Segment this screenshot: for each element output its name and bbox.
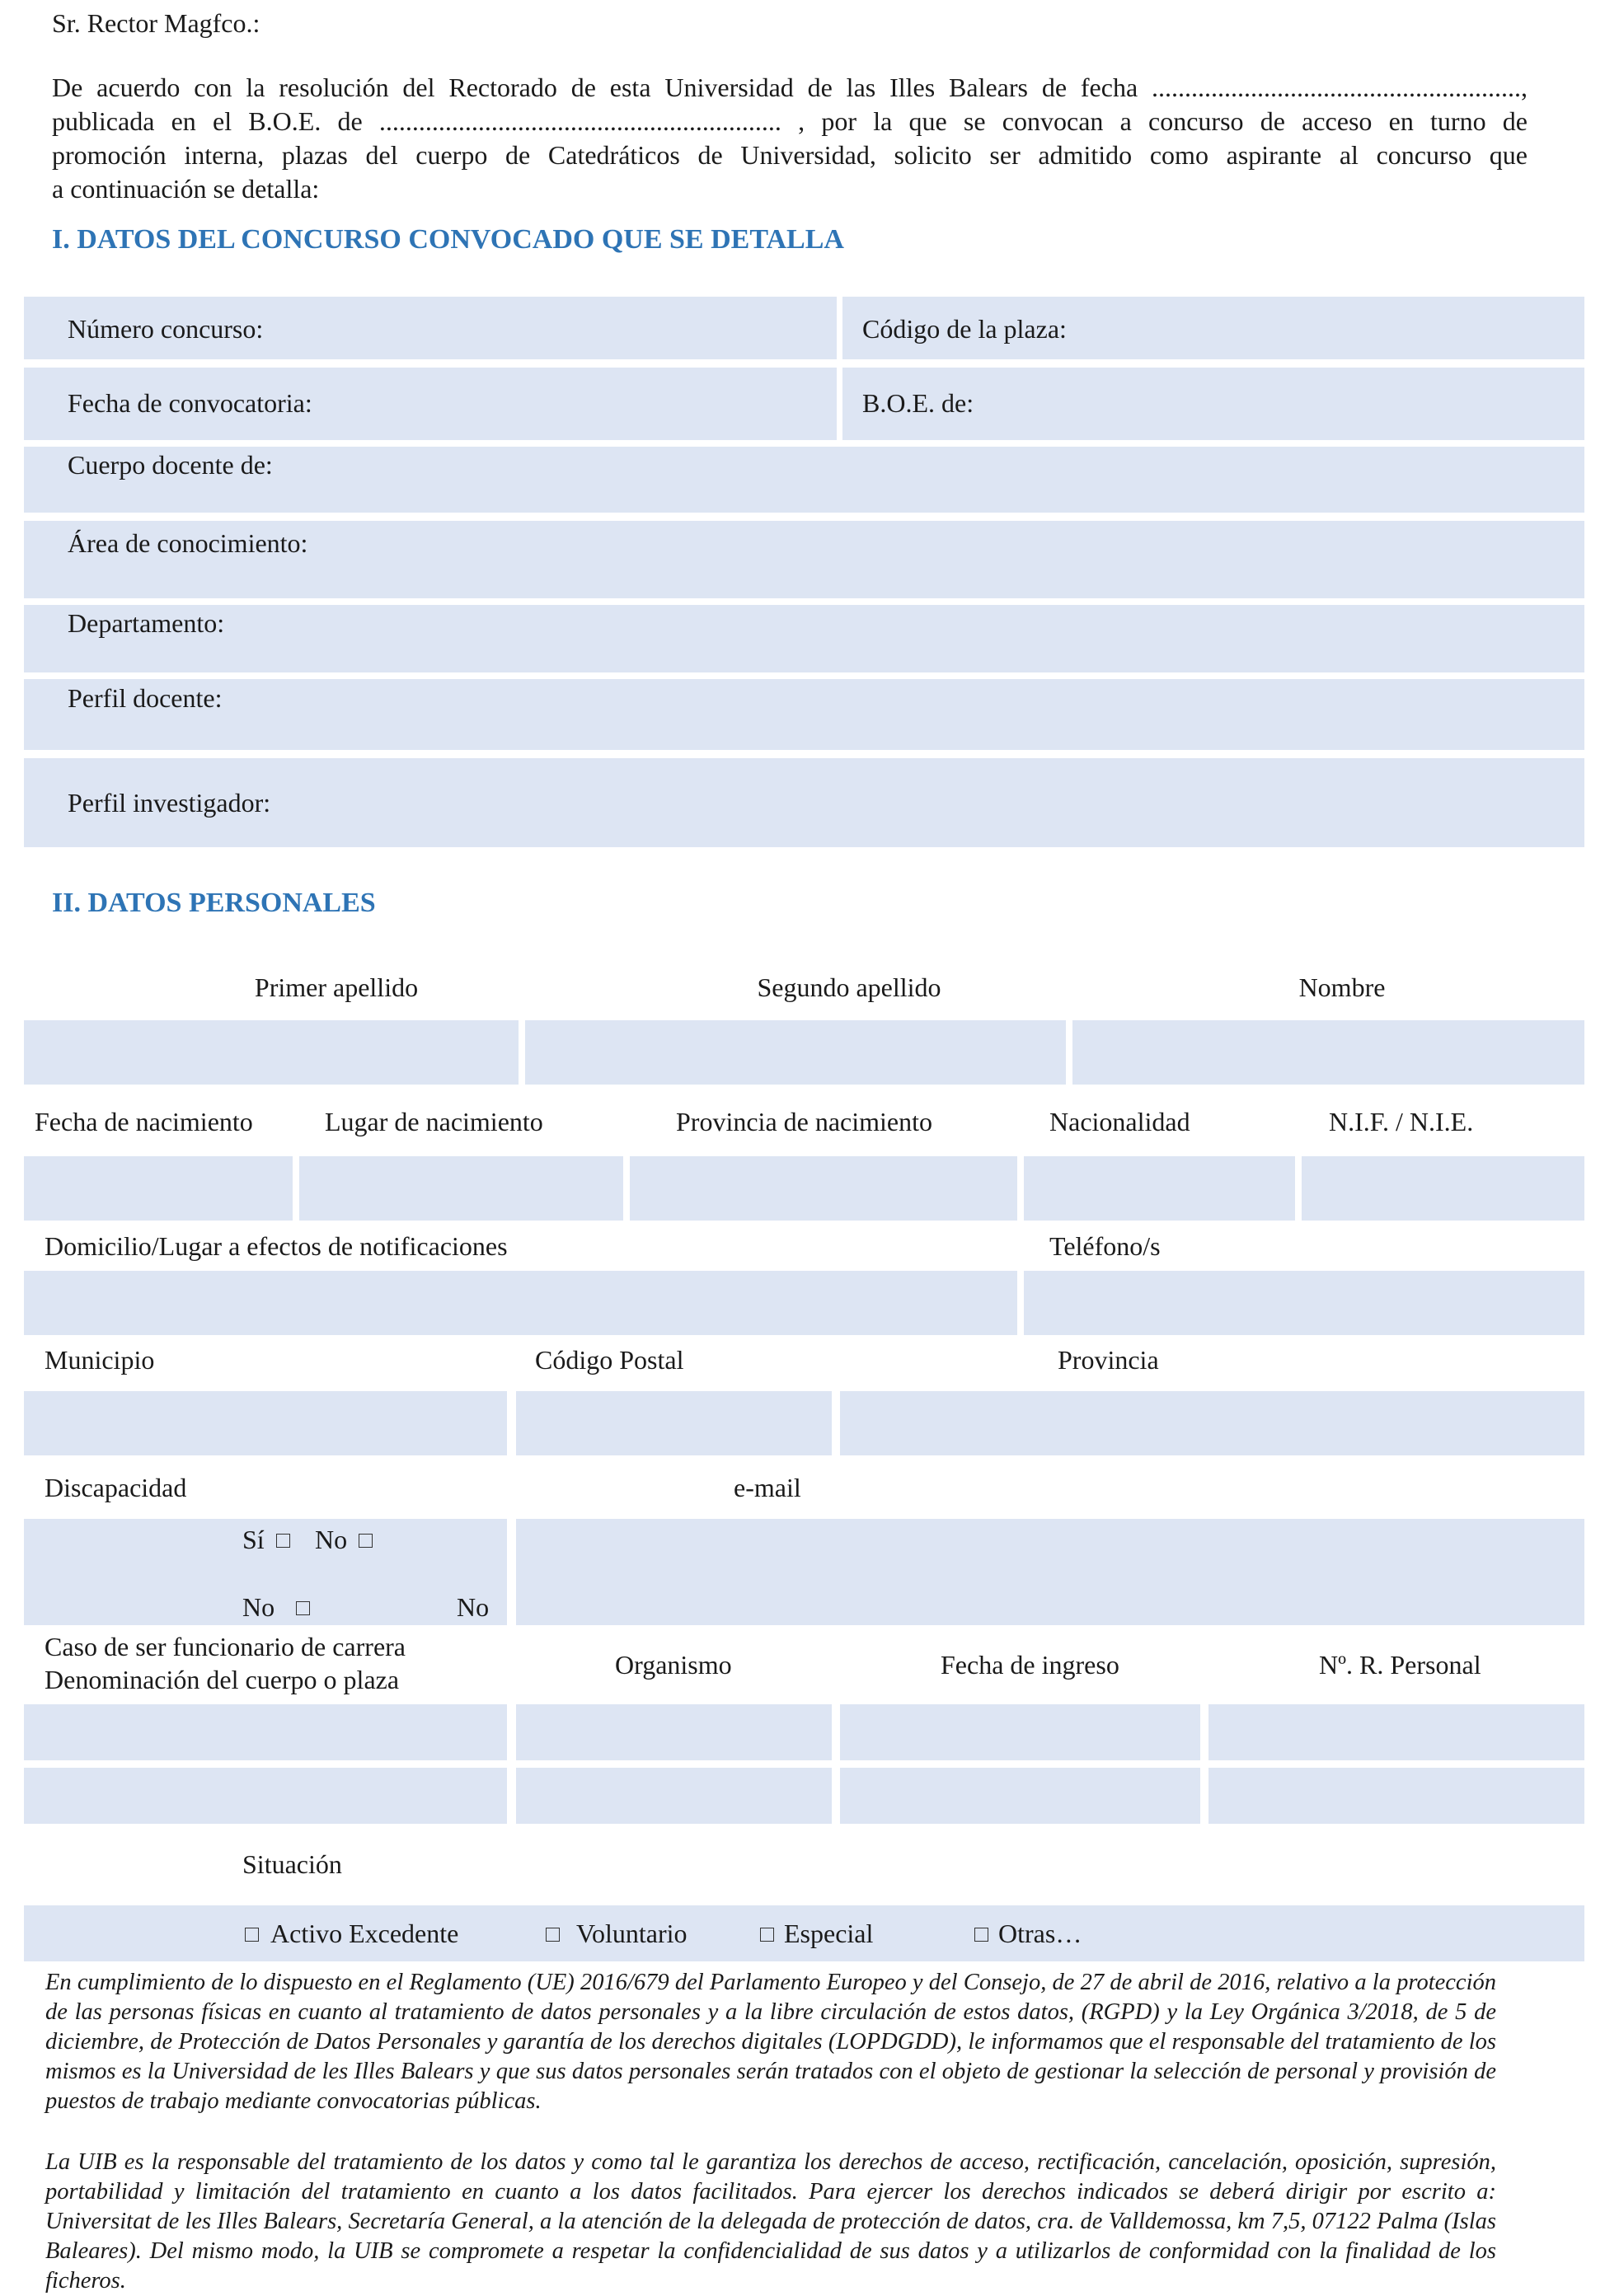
provincia-label: Provincia — [1058, 1345, 1159, 1375]
option-voluntario[interactable] — [546, 1917, 688, 1950]
provincia-nacimiento-field[interactable] — [630, 1156, 1017, 1221]
option-otras[interactable] — [974, 1917, 1082, 1950]
fecha-nacimiento-field[interactable] — [24, 1156, 293, 1221]
section-2-heading: II. DATOS PERSONALES — [52, 888, 376, 918]
nif-nie-field[interactable] — [1302, 1156, 1584, 1221]
otras-label: Otras… — [998, 1919, 1082, 1948]
email-label: e-mail — [734, 1473, 801, 1502]
cuerpo-docente-label: Cuerpo docente de: — [68, 450, 273, 480]
primer-apellido-field[interactable] — [24, 1020, 519, 1085]
fecha-ingreso-field-1[interactable] — [840, 1704, 1200, 1760]
no-left-label: No — [242, 1592, 275, 1622]
funcionario-label-1: Caso de ser funcionario de carrera — [45, 1632, 406, 1661]
discapacidad-no-3: No — [457, 1592, 490, 1622]
cuerpo-plaza-field-2[interactable] — [24, 1768, 507, 1824]
perfil-docente-label: Perfil docente: — [68, 683, 223, 713]
telefono-label: Teléfono/s — [1049, 1231, 1161, 1261]
municipio-label: Municipio — [45, 1345, 155, 1375]
nombre-field[interactable] — [1072, 1020, 1584, 1085]
activo-label: Activo Excedente — [270, 1919, 459, 1948]
salutation: Sr. Rector Magfco.: — [52, 8, 260, 38]
numero-concurso-label: Número concurso: — [68, 314, 264, 344]
codigo-plaza-label: Código de la plaza: — [862, 314, 1067, 344]
intro-line-2: publicada en el B.O.E. de ............................................................. , por la que se convocan a concurso de acceso en turno de — [52, 106, 1528, 136]
nif-nie-label: N.I.F. / N.I.E. — [1329, 1107, 1474, 1136]
legal-notice-1: En cumplimiento de lo dispuesto en el Reglamento (UE) 2016/679 del Parlamento Europeo y del Consejo, de 27 de abril de 2016, relativo a la protección de las personas físicas en cuanto al tratamiento de datos personales y a la libre circulación de estos datos, (RGPD) y la Ley Orgánica 3/2018, de 5 de diciembre, de Protección de Datos Personales y garantía de los derechos digitales (LOPDGDD), le informamos que el responsable del tratamiento de los mismos es la Universidad de les Illes Balears y que sus datos personales serán tratados con el objeto de gestionar la selección de personal y provisión de puestos de trabajo mediante convocatorias públicas. — [45, 1970, 1496, 2114]
departamento-label: Departamento: — [68, 608, 225, 638]
no-left-checkbox[interactable] — [296, 1601, 310, 1615]
nrp-field-1[interactable] — [1208, 1704, 1584, 1760]
nrp-label: Nº. R. Personal — [1319, 1650, 1481, 1680]
lugar-nacimiento-label: Lugar de nacimiento — [325, 1107, 543, 1136]
intro-line-3: promoción interna, plazas del cuerpo de Catedráticos de Universidad, solicito ser admitido como aspirante al concurso que — [52, 140, 1528, 170]
activo-checkbox[interactable] — [245, 1928, 259, 1942]
codigo-postal-label: Código Postal — [535, 1345, 684, 1375]
fecha-nacimiento-label: Fecha de nacimiento — [35, 1107, 253, 1136]
municipio-field[interactable] — [24, 1391, 507, 1455]
voluntario-label: Voluntario — [576, 1919, 688, 1948]
segundo-apellido-label: Segundo apellido — [757, 972, 941, 1002]
legal-notice-2: La UIB es la responsable del tratamiento de los datos y como tal le garantiza los derechos de acceso, rectificación, cancelación, oposición, supresión, portabilidad y limitación del tratamiento en cuanto a los datos facilitados. Para ejercer los derechos indicados se deberá dirigir por escrito a: Universitat de les Illes Balears, Secretaría General, a la atención de la delegada de protección de datos, cra. de Valldemossa, km 7,5, 07122 Palma (Islas Baleares). Del mismo modo, la UIB se compromete a respetar la confidencialidad de sus datos y a utilizarlos de conformidad con la finalidad de los ficheros. — [45, 2149, 1496, 2294]
codigo-postal-field[interactable] — [516, 1391, 832, 1455]
fecha-convocatoria-label: Fecha de convocatoria: — [68, 388, 312, 418]
fecha-ingreso-field-2[interactable] — [840, 1768, 1200, 1824]
provincia-nacimiento-label: Provincia de nacimiento — [676, 1107, 933, 1136]
otras-checkbox[interactable] — [974, 1928, 988, 1942]
organismo-label: Organismo — [615, 1650, 732, 1680]
no-checkbox[interactable] — [359, 1534, 373, 1548]
funcionario-label-2: Denominación del cuerpo o plaza — [45, 1665, 400, 1694]
especial-label: Especial — [784, 1919, 874, 1948]
departamento-field[interactable] — [24, 605, 1584, 672]
email-field[interactable] — [516, 1519, 1584, 1625]
provincia-field[interactable] — [840, 1391, 1584, 1455]
perfil-docente-field[interactable] — [24, 679, 1584, 750]
nombre-label: Nombre — [1298, 972, 1386, 1002]
si-checkbox[interactable] — [276, 1534, 290, 1548]
si-label: Sí — [242, 1525, 265, 1554]
especial-checkbox[interactable] — [760, 1928, 774, 1942]
domicilio-label: Domicilio/Lugar a efectos de notificaciones — [45, 1231, 508, 1261]
situacion-label: Situación — [242, 1849, 342, 1879]
domicilio-field[interactable] — [24, 1271, 1017, 1335]
fecha-ingreso-label: Fecha de ingreso — [941, 1650, 1119, 1680]
no-label: No — [315, 1525, 348, 1554]
nacionalidad-field[interactable] — [1024, 1156, 1295, 1221]
boe-de-label: B.O.E. de: — [862, 388, 974, 418]
intro-line-1: De acuerdo con la resolución del Rectorado de esta Universidad de las Illes Balears de fecha ........................................................, — [52, 73, 1528, 102]
perfil-investigador-label: Perfil investigador: — [68, 788, 271, 818]
organismo-field-2[interactable] — [516, 1768, 832, 1824]
lugar-nacimiento-field[interactable] — [299, 1156, 623, 1221]
segundo-apellido-field[interactable] — [525, 1020, 1066, 1085]
discapacidad-no[interactable] — [315, 1523, 373, 1556]
telefono-field[interactable] — [1024, 1271, 1584, 1335]
section-1-heading: I. DATOS DEL CONCURSO CONVOCADO QUE SE DETALLA — [52, 224, 844, 255]
nacionalidad-label: Nacionalidad — [1049, 1107, 1190, 1136]
intro-line-4: a continuación se detalla: — [52, 174, 320, 204]
nrp-field-2[interactable] — [1208, 1768, 1584, 1824]
option-activo-excedente[interactable] — [245, 1917, 458, 1950]
organismo-field-1[interactable] — [516, 1704, 832, 1760]
option-especial[interactable] — [760, 1917, 873, 1950]
discapacidad-label: Discapacidad — [45, 1473, 187, 1502]
area-conocimiento-label: Área de conocimiento: — [68, 528, 308, 558]
primer-apellido-label: Primer apellido — [254, 972, 419, 1002]
cuerpo-plaza-field-1[interactable] — [24, 1704, 507, 1760]
discapacidad-no-2[interactable] — [242, 1591, 310, 1624]
discapacidad-si[interactable] — [242, 1523, 290, 1556]
voluntario-checkbox[interactable] — [546, 1928, 560, 1942]
